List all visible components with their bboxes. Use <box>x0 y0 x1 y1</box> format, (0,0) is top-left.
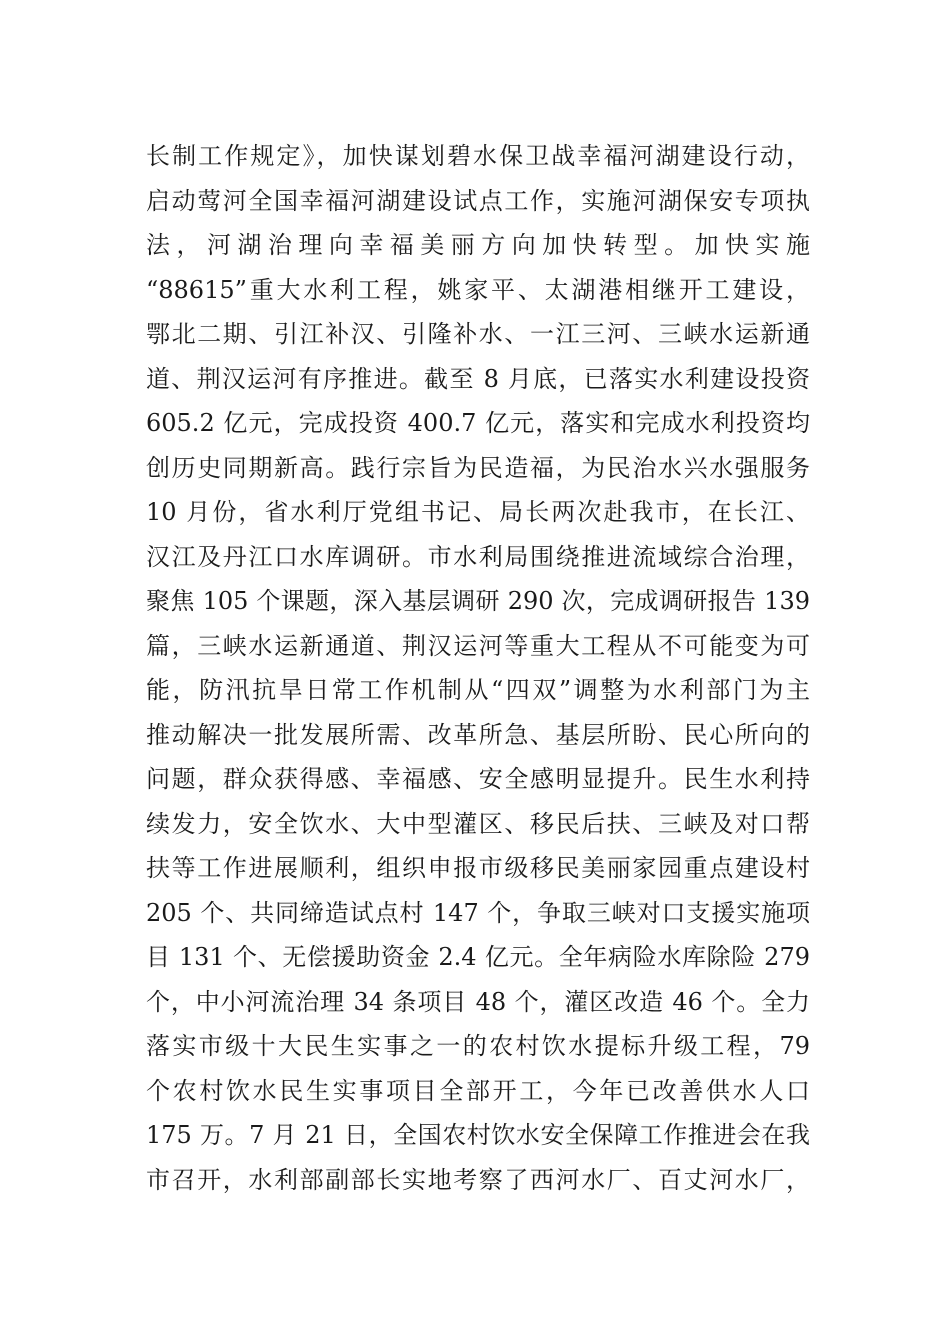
text-line: 创历史同期新高。践行宗旨为民造福，为民治水兴水强服务 <box>146 453 810 482</box>
text-line: 能，防汛抗旱日常工作机制从“四双”调整为水利部门为主 <box>146 676 810 704</box>
text-line: 个农村饮水民生实事项目全部开工，今年已改善供水人口 <box>146 1076 810 1105</box>
text-line: 续发力，安全饮水、大中型灌区、移民后扶、三峡及对口帮 <box>146 809 810 838</box>
text-line: 目 131 个、无偿援助资金 2.4 亿元。全年病险水库除险 279 <box>146 943 810 971</box>
text-line: 个，中小河流治理 34 条项目 48 个，灌区改造 46 个。全力 <box>146 987 810 1016</box>
text-line: 市召开，水利部副部长实地考察了西河水厂、百丈河水厂， <box>146 1165 810 1194</box>
text-line: “88615”重大水利工程，姚家平、太湖港相继开工建设， <box>146 275 810 304</box>
text-line: 10 月份，省水利厅党组书记、局长两次赴我市，在长江、 <box>146 498 810 526</box>
body-paragraph <box>146 134 810 1202</box>
text-line: 道、荆汉运河有序推进。截至 8 月底，已落实水利建设投资 <box>146 364 810 393</box>
text-line: 长制工作规定》，加快谋划碧水保卫战幸福河湖建设行动， <box>146 142 810 170</box>
text-line: 启动莺河全国幸福河湖建设试点工作，实施河湖保安专项执 <box>146 186 810 215</box>
text-line: 175 万。7 月 21 日，全国农村饮水安全保障工作推进会在我 <box>146 1121 810 1149</box>
text-line: 汉江及丹江口水库调研。市水利局围绕推进流域综合治理， <box>146 542 810 571</box>
text-line: 扶等工作进展顺利，组织申报市级移民美丽家园重点建设村 <box>146 854 810 882</box>
text-line: 篇，三峡水运新通道、荆汉运河等重大工程从不可能变为可 <box>146 631 810 660</box>
text-line: 落实市级十大民生实事之一的农村饮水提标升级工程，79 <box>146 1032 810 1060</box>
text-line: 推动解决一批发展所需、改革所急、基层所盼、民心所向的 <box>146 720 810 749</box>
text-line: 聚焦 105 个课题，深入基层调研 290 次，完成调研报告 139 <box>146 587 810 615</box>
text-line: 605.2 亿元，完成投资 400.7 亿元，落实和完成水利投资均 <box>146 409 810 437</box>
text-line: 法，河湖治理向幸福美丽方向加快转型。加快实施 <box>146 231 810 259</box>
text-line: 205 个、共同缔造试点村 147 个，争取三峡对口支援实施项 <box>146 898 810 927</box>
text-line: 鄂北二期、引江补汉、引隆补水、一江三河、三峡水运新通 <box>146 320 810 348</box>
text-line: 问题，群众获得感、幸福感、安全感明显提升。民生水利持 <box>146 765 810 793</box>
